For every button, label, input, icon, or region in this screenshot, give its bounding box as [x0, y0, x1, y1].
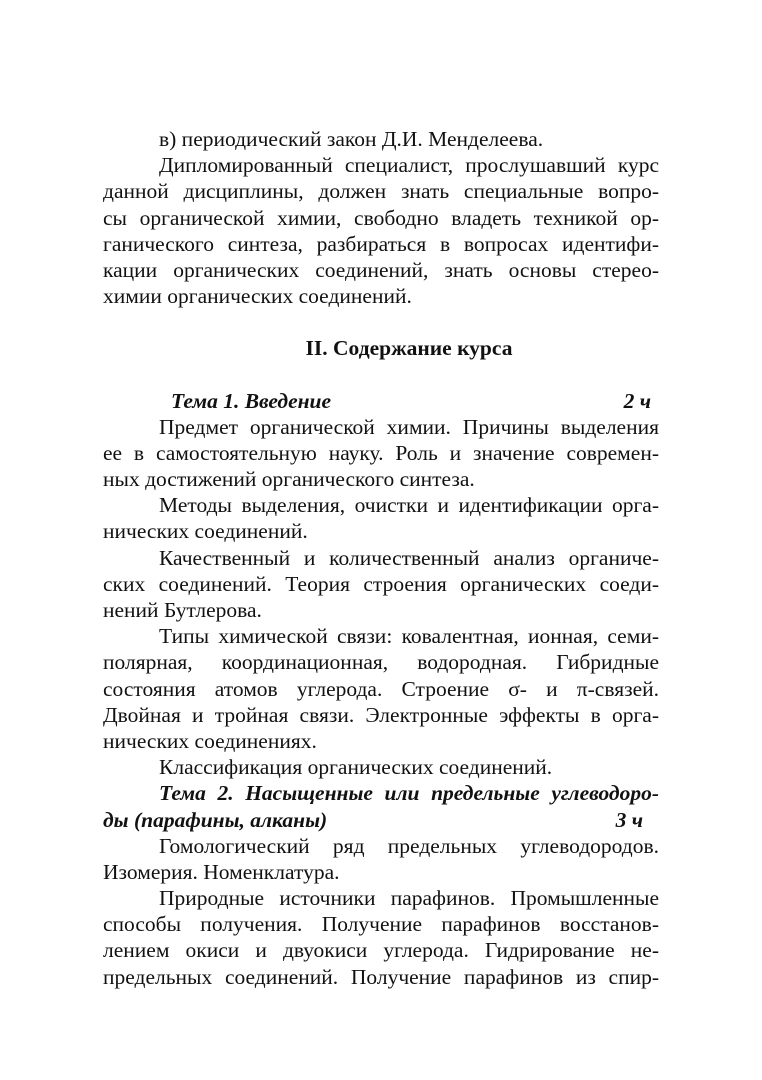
topic-heading — [103, 807, 659, 833]
text-line: Классификация органических соединений. — [159, 755, 553, 780]
text-line: ных достижений органического синтеза. — [103, 467, 475, 492]
document-page — [103, 126, 659, 990]
text-line: лением окиси и двуокиси углерода. Гидрирование не- — [103, 938, 659, 963]
text-line: кации органических соединений, знать основы стерео- — [103, 257, 659, 282]
text-line: Двойная и тройная связи. Электронные эффекты в орга- — [103, 702, 659, 727]
section-title: II. Содержание курса — [305, 336, 513, 361]
text-line: Предмет органической химии. Причины выделения — [159, 414, 659, 439]
text-line: Качественный и количественный анализ органиче- — [159, 545, 659, 570]
text-line: способы получения. Получение парафинов восстанов- — [103, 912, 659, 937]
text-line: нических соединений. — [103, 519, 308, 544]
text-line: Методы выделения, очистки и идентификации орга- — [159, 493, 659, 518]
topic-title-continued: ды (парафины, алканы) — [103, 807, 328, 832]
text-line: в) периодический закон Д.И. Менделеева. — [159, 127, 544, 151]
text-line: химии органических соединений. — [103, 284, 412, 309]
text-line: Изомерия. Номенклатура. — [103, 859, 340, 884]
text-line: полярная, координационная, водородная. Гибридные — [103, 650, 659, 675]
text-line: нений Бутлерова. — [103, 598, 262, 622]
text-line: сы органической химии, свободно владеть техникой ор- — [103, 205, 659, 230]
topic-heading — [103, 388, 659, 414]
topic-title: Тема 2. Насыщенные или предельные углеводоро- — [159, 781, 659, 806]
text-line: Гомологический ряд предельных углеводородов. — [159, 833, 659, 858]
text-line: ее в самостоятельную науку. Роль и значение современ- — [103, 440, 659, 465]
text-line: данной дисциплины, должен знать специальные вопро- — [103, 179, 659, 204]
topic-title: Тема 1. Введение — [171, 388, 332, 413]
text-line: состояния атомов углерода. Строение σ- и π-связей. — [103, 676, 659, 701]
text-line: нических соединениях. — [103, 728, 317, 753]
text-line: ганического синтеза, разбираться в вопросах идентифи- — [103, 231, 659, 256]
text-line: предельных соединений. Получение парафинов из спир- — [103, 964, 659, 989]
topic-hours: 2 ч — [623, 388, 651, 413]
text-line: Природные источники парафинов. Промышленные — [159, 886, 659, 911]
text-line: Типы химической связи: ковалентная, ионная, семи- — [159, 624, 659, 649]
text-line: Дипломированный специалист, прослушавший курс — [159, 153, 659, 178]
text-line: ских соединений. Теория строения органических соеди- — [103, 571, 659, 596]
topic-hours: 3 ч — [615, 807, 643, 832]
